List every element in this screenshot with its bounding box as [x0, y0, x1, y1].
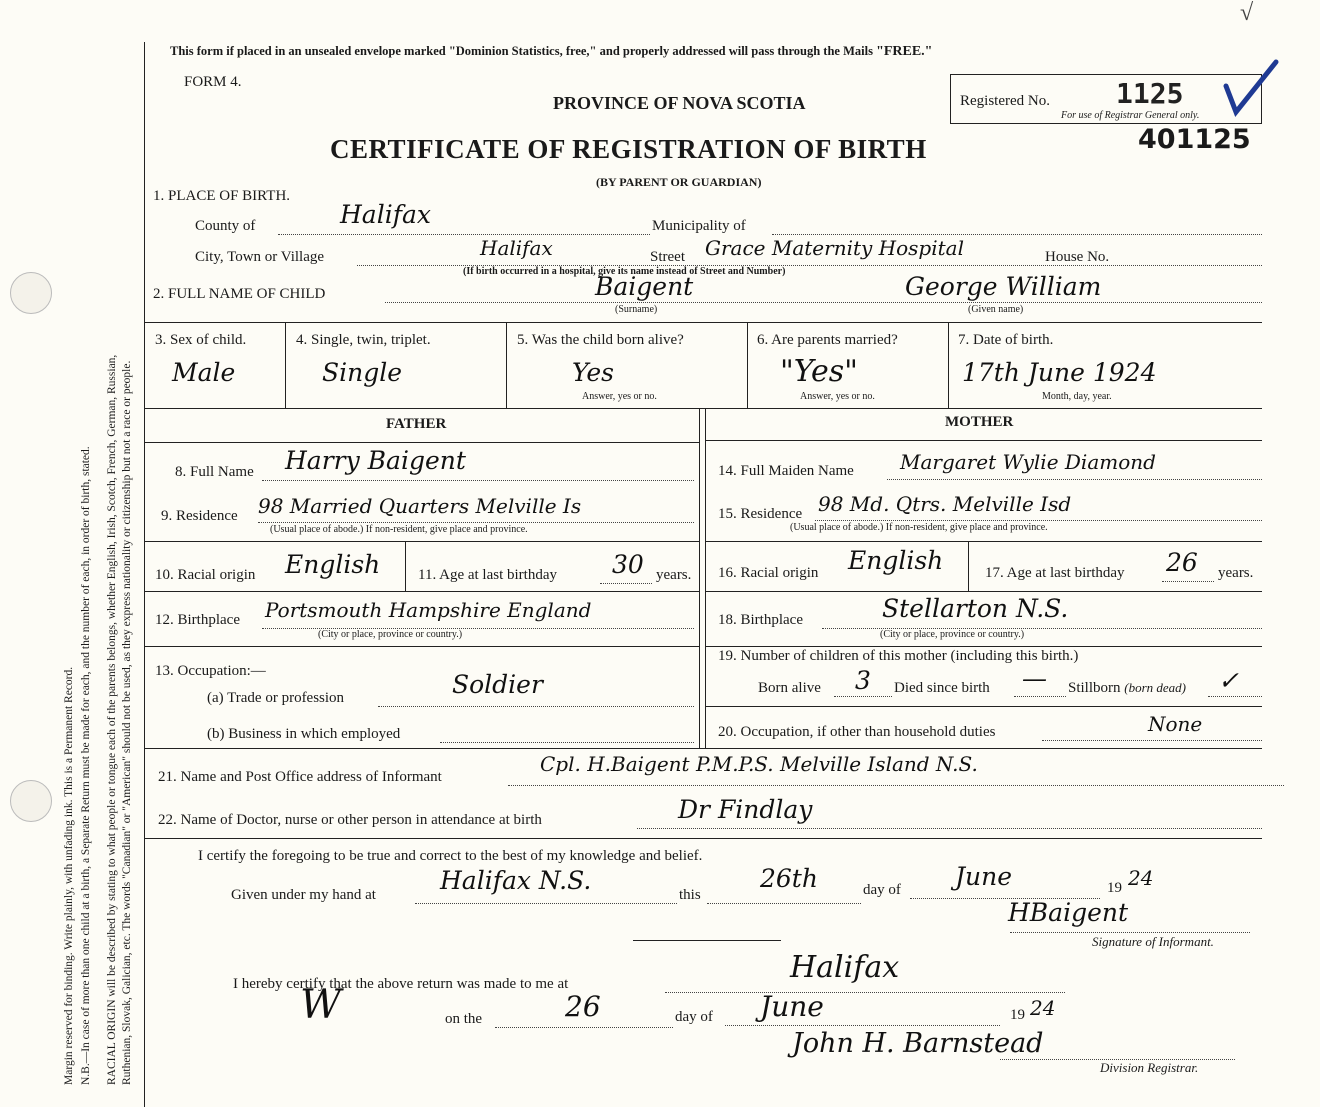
parents-married-label: 6. Are parents married?: [757, 332, 898, 348]
father-name-line: [262, 480, 694, 481]
informant-label: 21. Name and Post Office address of Informant: [158, 769, 442, 785]
rule-details-top: [144, 322, 1262, 323]
registrar-month: June: [760, 990, 824, 1023]
certificate-subtitle: (BY PARENT OR GUARDIAN): [596, 175, 762, 189]
municipality-label: Municipality of: [652, 218, 746, 234]
mother-rule-1: [705, 541, 1262, 542]
stillborn-value: ✓: [1218, 666, 1239, 695]
mother-age-label: 17. Age at last birthday: [985, 565, 1125, 581]
mother-maiden-name: Margaret Wylie Diamond: [900, 450, 1156, 474]
margin-note-multiple-births: N.B.—In case of more than one child at a birth, a Separate Return must be made for each, and the number of each, in order of birth, stated.: [80, 446, 92, 1085]
mother-children-label: 19. Number of children of this mother (including this birth.): [718, 648, 1079, 664]
informant-signature-caption: Signature of Informant.: [1092, 934, 1214, 949]
mail-notice: This form if placed in an unsealed envelope marked "Dominion Statistics, free," and properly addressed will pass through the Mails "FREE.": [170, 44, 933, 59]
born-alive-count: 3: [855, 666, 871, 695]
mother-birthplace-caption: (City or place, province or country.): [880, 629, 1025, 640]
registrar-caption: Division Registrar.: [1100, 1060, 1199, 1075]
father-heading: FATHER: [386, 416, 447, 432]
registrar-month-line: [725, 1025, 1000, 1026]
mother-rule-4: [705, 706, 1262, 707]
rule-informant-top: [144, 748, 1262, 749]
rule-headings-bottom-right: [705, 440, 1262, 441]
doctor-label: 22. Name of Doctor, nurse or other person in attendance at birth: [158, 812, 542, 828]
mother-residence-label: 15. Residence: [718, 506, 803, 522]
blue-check-icon: [1222, 58, 1282, 123]
mother-age-unit: years.: [1218, 565, 1254, 581]
father-name: Harry Baigent: [285, 446, 466, 475]
father-racial-divider: [405, 541, 406, 591]
father-name-label: 8. Full Name: [175, 464, 254, 480]
father-age-label: 11. Age at last birthday: [418, 567, 557, 583]
registrar-on-the-label: on the: [445, 1011, 483, 1027]
father-trade-label: (a) Trade or profession: [207, 690, 345, 706]
dob-value: 17th June 1924: [962, 358, 1157, 387]
stillborn-label: Stillborn (born dead): [1068, 680, 1187, 696]
father-age-unit: years.: [656, 567, 692, 583]
born-alive-count-label: Born alive: [758, 680, 821, 696]
mother-racial-origin: English: [848, 546, 944, 575]
doctor-value: Dr Findlay: [678, 795, 813, 824]
father-residence-label: 9. Residence: [161, 508, 238, 524]
plurality-label: 4. Single, twin, triplet.: [296, 332, 431, 348]
mother-birthplace: Stellarton N.S.: [882, 594, 1069, 623]
father-racial-origin: English: [285, 550, 381, 579]
corner-check-mark: √: [1240, 0, 1254, 26]
father-residence-line: [258, 522, 694, 523]
father-rule-1: [144, 541, 699, 542]
mother-residence: 98 Md. Qtrs. Melville Isd: [818, 492, 1072, 516]
margin-note-racial-origin-cont: Ruthenian, Slovak, Galician, etc. The words "Canadian" or "American" should not be used, as they express nationality or citizenship but not a race or people.: [121, 360, 133, 1085]
father-racial-label: 10. Racial origin: [155, 567, 256, 583]
father-age-line: [600, 583, 652, 584]
details-divider-4: [948, 322, 949, 408]
mother-occupation: None: [1148, 712, 1203, 736]
father-birthplace-label: 12. Birthplace: [155, 612, 240, 628]
dob-label: 7. Date of birth.: [958, 332, 1054, 348]
center-divider-b: [705, 408, 706, 748]
details-divider-3: [747, 322, 748, 408]
father-trade-line: [378, 706, 694, 707]
county-line: [278, 234, 650, 235]
registrar-place-line: [665, 992, 1065, 993]
stillborn-line: [1208, 696, 1262, 697]
certify-statement: I certify the foregoing to be true and correct to the best of my knowledge and belief.: [198, 848, 703, 864]
registrar-year: 24: [1030, 996, 1056, 1020]
born-alive-caption: Answer, yes or no.: [582, 391, 657, 402]
form-number: FORM 4.: [184, 74, 242, 90]
registered-label: Registered No.: [960, 93, 1050, 109]
hospital-note: (If birth occurred in a hospital, give its name instead of Street and Number): [463, 266, 786, 277]
mother-racial-label: 16. Racial origin: [718, 565, 819, 581]
sex-label: 3. Sex of child.: [155, 332, 247, 348]
left-border: [144, 42, 145, 1107]
father-trade: Soldier: [452, 670, 543, 699]
registered-number: 1125: [1116, 77, 1184, 110]
municipality-line: [772, 234, 1262, 235]
mother-occupation-line: [1042, 740, 1262, 741]
mother-residence-caption: (Usual place of abode.) If non-resident, give place and province.: [790, 522, 1048, 533]
given-year: 24: [1128, 866, 1154, 890]
mother-age: 26: [1166, 548, 1198, 577]
doctor-line: [637, 828, 1262, 829]
born-alive-value: Yes: [572, 358, 614, 387]
registrar-day-line: [495, 1027, 673, 1028]
informant-value: Cpl. H.Baigent P.M.P.S. Melville Island N.S.: [540, 752, 978, 776]
registrar-day: 26: [565, 990, 601, 1023]
province-heading: PROVINCE OF NOVA SCOTIA: [553, 93, 806, 113]
informant-signature: HBaigent: [1008, 898, 1129, 927]
registrar-only-note: For use of Registrar General only.: [1061, 110, 1200, 121]
mother-name-label: 14. Full Maiden Name: [718, 463, 854, 479]
given-place-line: [415, 903, 677, 904]
child-surname: Baigent: [595, 272, 694, 301]
given-name-caption: (Given name): [968, 304, 1024, 315]
details-divider-2: [506, 322, 507, 408]
father-birthplace: Portsmouth Hampshire England: [265, 598, 592, 622]
center-divider-a: [699, 408, 700, 748]
registrar-signature: John H. Barnstead: [792, 1028, 1044, 1059]
given-place: Halifax N.S.: [440, 866, 592, 895]
stamp-number: 401125: [1138, 124, 1251, 155]
registrar-year-prefix: 19: [1010, 1007, 1025, 1023]
mother-heading: MOTHER: [945, 414, 1014, 430]
margin-note-racial-origin: RACIAL ORIGIN will be described by stating to what people or tongue each of the parents belongs, whether English, Irish, Scotch, French, German, Russian,: [106, 354, 118, 1085]
rule-parents-top: [144, 408, 1262, 409]
parents-married-value: "Yes": [780, 354, 858, 389]
dob-caption: Month, day, year.: [1042, 391, 1112, 402]
died-since-birth-line: [1014, 696, 1066, 697]
sex-value: Male: [172, 358, 236, 387]
father-residence-caption: (Usual place of abode.) If non-resident, give place and province.: [270, 524, 528, 535]
rule-headings-bottom: [144, 442, 699, 443]
rule-doctor-bottom: [144, 838, 1262, 839]
section-separator: [633, 940, 781, 941]
margin-note-binding: Margin reserved for binding. Write plainly, with unfading ink. This is a Permanent Record.: [63, 666, 75, 1085]
child-given-name: George William: [905, 272, 1102, 301]
county-value: Halifax: [340, 200, 431, 229]
father-residence: 98 Married Quarters Melville Is: [258, 494, 582, 518]
father-rule-2: [144, 591, 699, 592]
father-birthplace-caption: (City or place, province or country.): [318, 629, 463, 640]
punch-hole-top: [10, 272, 52, 314]
plurality-value: Single: [322, 358, 403, 387]
mother-rule-2: [705, 591, 1262, 592]
born-alive-label: 5. Was the child born alive?: [517, 332, 684, 348]
street-value: Grace Maternity Hospital: [705, 236, 964, 260]
given-day-of-label: day of: [863, 882, 901, 898]
house-label: House No.: [1045, 249, 1110, 265]
registrar-day-of-label: day of: [675, 1009, 713, 1025]
died-since-birth: —: [1022, 664, 1047, 693]
father-occupation-label: 13. Occupation:—: [155, 663, 266, 679]
father-business-line: [440, 742, 694, 743]
informant-line: [508, 785, 1284, 786]
registrar-initials: W: [300, 982, 342, 1028]
given-day: 26th: [760, 864, 818, 893]
father-age: 30: [612, 550, 644, 579]
place-of-birth-section: 1. PLACE OF BIRTH.: [153, 188, 291, 204]
mother-name-line: [887, 479, 1262, 480]
mother-occupation-label: 20. Occupation, if other than household duties: [718, 724, 996, 740]
surname-caption: (Surname): [615, 304, 658, 315]
this-label: this: [679, 887, 701, 903]
street-label: Street: [650, 249, 685, 265]
child-name-line: [385, 302, 1262, 303]
city-value: Halifax: [480, 236, 553, 260]
mother-racial-divider: [968, 541, 969, 591]
certificate-title: CERTIFICATE OF REGISTRATION OF BIRTH: [330, 134, 927, 164]
informant-signature-line: [1010, 932, 1250, 933]
county-label: County of: [195, 218, 256, 234]
mother-rule-3: [705, 646, 1262, 647]
registrar-statement: I hereby certify that the above return was made to me at: [233, 976, 569, 992]
father-rule-3: [144, 646, 699, 647]
child-name-label: 2. FULL NAME OF CHILD: [153, 286, 326, 302]
city-label: City, Town or Village: [195, 249, 325, 265]
mother-age-line: [1162, 581, 1214, 582]
parents-married-caption: Answer, yes or no.: [800, 391, 875, 402]
father-business-label: (b) Business in which employed: [207, 726, 401, 742]
details-divider-1: [285, 322, 286, 408]
registrar-place: Halifax: [790, 950, 900, 985]
born-alive-count-line: [834, 696, 892, 697]
registered-box: [950, 74, 1262, 124]
mother-residence-line: [815, 520, 1262, 521]
given-day-line: [707, 903, 861, 904]
punch-hole-bottom: [10, 780, 52, 822]
given-under-label: Given under my hand at: [231, 887, 376, 903]
given-year-prefix: 19: [1107, 880, 1122, 896]
died-since-birth-label: Died since birth: [894, 680, 990, 696]
mother-birthplace-label: 18. Birthplace: [718, 612, 803, 628]
given-month: June: [955, 862, 1013, 891]
